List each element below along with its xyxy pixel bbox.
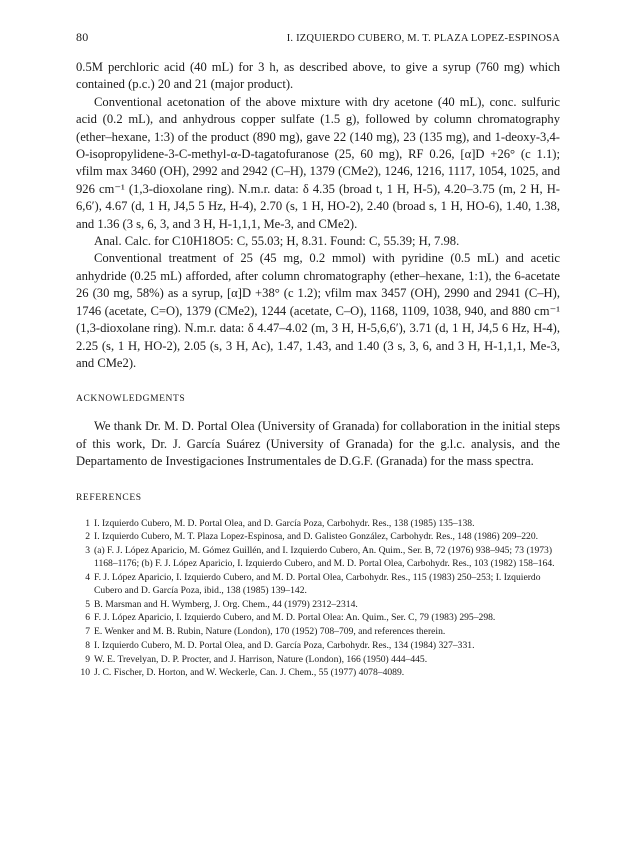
reference-list — [76, 517, 560, 680]
running-title: I. IZQUIERDO CUBERO, M. T. PLAZA LOPEZ-ESPINOSA — [286, 33, 560, 44]
journal-page — [76, 30, 560, 680]
reference-item: 2 I. Izquierdo Cubero, M. T. Plaza Lopez-Espinosa, and D. Galisteo González, Carbohydr. Res., 148 (1986) 209–220. — [85, 531, 539, 543]
reference-item: 3 (a) F. J. López Aparicio, M. Gómez Guillén, and I. Izquierdo Cubero, An. Quim., Ser. B, 72 (1976) 938–945; 73 (1973) 1168–1176; (b) F. J. López Aparicio, I. Izquierdo Cubero, and M. D. Portal Olea, Carbohydr. Res., 103 (1982) 158–164. — [85, 544, 555, 570]
body-paragraph-4: Conventional treatment of 25 (45 mg, 0.2 mmol) with pyridine (0.5 mL) and acetic anhydride (0.25 mL) afforded, after column chromatography (ether–hexane, 1:1), the 6-acetate 26 (30 mg, 58%) as a syrup, [α]D +38° (c 1.2); νfilm max 3457 (OH), 2990 and 2941 (C–H), 1746 (acetate, C=O), 1379 (CMe2), 1244 (acetate, C–O), 1168, 1109, 1038, 940, and 880 cm⁻¹ (1,3-dioxolane ring). N.m.r. data: δ 4.47–4.02 (m, 3 H, H-5,6,6′), 3.71 (d, 1 H, J4,5 6 Hz, H-4), 2.25 (s, 1 H, HO-2), 2.05 (s, 3 H, Ac), 1.47, 1.43, and 1.40 (3 s, 3, 6, and 3 H, H-1,1,1, Me-3, and CMe2). — [76, 251, 560, 370]
reference-item: 5 B. Marsman and H. Wymberg, J. Org. Chem., 44 (1979) 2312–2314. — [85, 598, 358, 610]
reference-item: 10 J. C. Fischer, D. Horton, and W. Weckerle, Can. J. Chem., 55 (1977) 4078–4089. — [80, 667, 405, 679]
reference-item: 7 E. Wenker and M. B. Rubin, Nature (London), 170 (1952) 708–709, and references therein. — [85, 626, 446, 638]
running-header — [76, 30, 560, 45]
reference-item: 4 F. J. López Aparicio, I. Izquierdo Cubero, and M. D. Portal Olea, Carbohydr. Res., 115 (1983) 250–253; I. Izquierdo Cubero and D. García Poza, ibid., 138 (1985) 139–142. — [85, 571, 541, 597]
acknowledgments-text: We thank Dr. M. D. Portal Olea (University of Granada) for collaboration in the initial steps of this work, Dr. J. García Suárez (University of Granada) for the g.l.c. analysis, and the Departamento de Investigaciones Instrumentales de D.G.F. (Granada) for the mass spectra. — [76, 419, 560, 469]
acknowledgments-heading: ACKNOWLEDGMENTS — [76, 394, 186, 405]
body-paragraph-2: Conventional acetonation of the above mixture with dry acetone (40 mL), conc. sulfuric acid (0.2 mL), and anhydrous copper sulfate (1.5 g), followed by column chromatography (ether–hexane, 1:3) of the product (890 mg), gave 22 (140 mg), 23 (135 mg), and 1-deoxy-3,4-O-isopropylidene-3-C-methyl-α-D-tagatofuranose (25, 60 mg), RF 0.26, [α]D +26° (c 1.1); νfilm max 3460 (OH), 2992 and 2942 (C–H), 1379 (CMe2), 1246, 1216, 1117, 1054, 1025, and 926 cm⁻¹ (1,3-dioxolane ring). N.m.r. data: δ 4.35 (broad t, 1 H, H-5), 4.20–3.75 (m, 2 H, H-6,6′), 4.67 (d, 1 H, J4,5 5 Hz, H-4), 2.70 (s, 1 H, HO-2), 2.40 (broad s, 1 H, HO-6), 1.40, 1.38, and 1.36 (3 s, 6, 3, and 3 H, H-1,1,1, Me-3, and CMe2). — [76, 94, 560, 231]
article-body — [76, 59, 560, 372]
page-number: 80 — [76, 30, 89, 44]
reference-item: 8 I. Izquierdo Cubero, M. D. Portal Olea, and D. García Poza, Carbohydr. Res., 134 (1984) 327–331. — [85, 639, 475, 651]
reference-item: 1 I. Izquierdo Cubero, M. D. Portal Olea, and D. García Poza, Carbohydr. Res., 138 (1985) 135–138. — [85, 517, 475, 529]
references-heading: REFERENCES — [76, 492, 142, 503]
reference-item: 9 W. E. Trevelyan, D. P. Procter, and J. Harrison, Nature (London), 166 (1950) 444–445. — [85, 653, 428, 665]
body-paragraph-1: 0.5M perchloric acid (40 mL) for 3 h, as described above, to give a syrup (760 mg) which contained (p.c.) 20 and 21 (major product). — [76, 60, 560, 92]
body-paragraph-3: Anal. Calc. for C10H18O5: C, 55.03; H, 8.31. Found: C, 55.39; H, 7.98. — [94, 234, 460, 249]
reference-item: 6 F. J. López Aparicio, I. Izquierdo Cubero, and M. D. Portal Olea: An. Quim., Ser. C, 79 (1983) 295–298. — [85, 612, 496, 624]
